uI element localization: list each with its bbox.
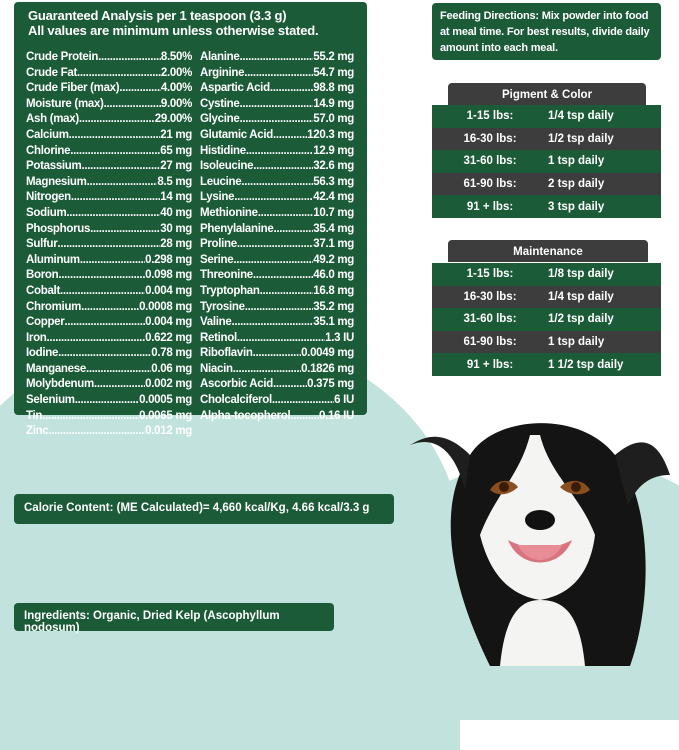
nutrient-name: Potassium	[26, 160, 82, 173]
analysis-column-right	[200, 50, 354, 424]
analysis-row	[26, 159, 192, 175]
nutrient-value: 32.6 mg	[313, 160, 354, 173]
leader-dots	[104, 97, 161, 113]
nutrient-value: 6 IU	[334, 394, 354, 407]
nutrient-name: Magnesium	[26, 175, 87, 188]
dose-row	[432, 150, 661, 173]
nutrient-name: Leucine	[200, 175, 242, 188]
leader-dots	[273, 222, 313, 238]
nutrient-value: 10.7 mg	[313, 206, 354, 219]
nutrient-value: 16.8 mg	[313, 284, 354, 297]
leader-dots	[79, 112, 155, 128]
nutrient-name: Chromium	[26, 300, 82, 313]
leader-dots	[86, 362, 151, 378]
nutrient-value: 0.004 mg	[145, 316, 192, 329]
analysis-row	[26, 237, 192, 253]
nutrient-value: 120.3 mg	[307, 128, 354, 141]
leader-dots	[234, 190, 313, 206]
analysis-title: Guaranteed Analysis per 1 teaspoon (3.3 g)	[28, 8, 287, 23]
dog-photo	[400, 395, 679, 666]
nutrient-value: 8.5 mg	[157, 175, 192, 188]
dose-amount: 1 tsp daily	[548, 336, 605, 349]
analysis-row	[26, 144, 192, 160]
nutrient-value: 9.00%	[160, 97, 192, 110]
dose-row	[432, 128, 661, 151]
analysis-row	[200, 66, 354, 82]
leader-dots	[237, 331, 325, 347]
analysis-row	[200, 97, 354, 113]
nutrient-value: 14 mg	[160, 191, 192, 204]
nutrient-value: 0.16 IU	[319, 409, 354, 422]
analysis-row	[26, 66, 192, 82]
dose-row	[432, 353, 661, 376]
dose-amount: 1/2 tsp daily	[548, 313, 614, 326]
nutrient-value: 65 mg	[160, 144, 192, 157]
leader-dots	[58, 268, 145, 284]
analysis-row	[200, 128, 354, 144]
feeding-directions-text: Feeding Directions: Mix powder into food at meal time. For best results, divide daily amount into each meal.	[440, 10, 650, 54]
analysis-row	[26, 128, 192, 144]
dose-row	[432, 331, 661, 354]
leader-dots	[273, 128, 307, 144]
nutrient-value: 0.06 mg	[151, 362, 192, 375]
nutrient-value: 28 mg	[160, 238, 192, 251]
nutrient-value: 0.002 mg	[145, 378, 192, 391]
analysis-row	[26, 190, 192, 206]
nutrient-name: Serine	[200, 253, 234, 266]
nutrient-name: Histidine	[200, 144, 246, 157]
nutrient-value: 0.622 mg	[145, 331, 192, 344]
analysis-row	[26, 112, 192, 128]
nutrient-value: 0.0005 mg	[139, 394, 192, 407]
leader-dots	[290, 409, 319, 425]
analysis-row	[26, 253, 192, 269]
nutrient-name: Riboflavin	[200, 347, 253, 360]
nutrient-value: 29.00%	[154, 113, 192, 126]
nutrient-name: Tyrosine	[200, 300, 245, 313]
nutrient-value: 8.50%	[160, 51, 192, 63]
nutrient-name: Sodium	[26, 206, 67, 219]
nutrient-name: Cobalt	[26, 284, 60, 297]
dose-row	[432, 195, 661, 218]
nutrient-name: Phenylalanine	[200, 222, 274, 235]
nutrient-value: 2.00%	[160, 66, 192, 79]
analysis-row	[26, 81, 192, 97]
nutrient-name: Sulfur	[26, 238, 58, 251]
leader-dots	[273, 377, 307, 393]
nutrient-name: Crude Protein	[26, 51, 99, 63]
analysis-row	[26, 284, 192, 300]
weight-range: 31-60 lbs:	[463, 313, 517, 326]
analysis-row	[26, 268, 192, 284]
nutrient-name: Moisture (max)	[26, 97, 104, 110]
nutrient-name: Glycine	[200, 113, 240, 126]
analysis-row	[200, 409, 354, 425]
analysis-row	[26, 377, 192, 393]
nutrient-value: 35.2 mg	[313, 300, 354, 313]
maintenance-table	[432, 263, 661, 376]
leader-dots	[48, 424, 145, 440]
leader-dots	[253, 268, 313, 284]
nutrient-name: Valine	[200, 316, 232, 329]
leader-dots	[231, 315, 313, 331]
nutrient-name: Alanine	[200, 51, 240, 63]
analysis-row	[26, 393, 192, 409]
weight-range: 61-90 lbs:	[463, 336, 517, 349]
analysis-row	[26, 300, 192, 316]
dose-amount: 1/4 tsp daily	[548, 290, 614, 303]
nutrient-name: Manganese	[26, 362, 86, 375]
analysis-row	[26, 315, 192, 331]
leader-dots	[77, 66, 161, 82]
leader-dots	[119, 81, 161, 97]
dose-row	[432, 263, 661, 286]
nutrient-value: 98.8 mg	[313, 82, 354, 95]
analysis-header	[28, 8, 318, 38]
nutrient-name: Copper	[26, 316, 65, 329]
ingredients-panel	[14, 603, 334, 634]
nutrient-value: 0.298 mg	[145, 253, 192, 266]
nutrient-value: 0.1826 mg	[301, 362, 354, 375]
leader-dots	[71, 190, 160, 206]
leader-dots	[64, 315, 145, 331]
analysis-row	[26, 346, 192, 362]
nutrient-value: 46.0 mg	[313, 269, 354, 282]
weight-range: 91 + lbs:	[466, 358, 514, 371]
weight-range: 16-30 lbs:	[463, 290, 517, 303]
analysis-row	[200, 144, 354, 160]
nutrient-name: Glutamic Acid	[200, 128, 273, 141]
analysis-row	[200, 175, 354, 191]
nutrient-name: Boron	[26, 269, 59, 282]
leader-dots	[233, 253, 313, 269]
nutrient-name: Threonine	[200, 269, 253, 282]
leader-dots	[241, 175, 313, 191]
leader-dots	[47, 331, 146, 347]
dose-row	[432, 105, 661, 128]
analysis-row	[200, 112, 354, 128]
nutrient-value: 21 mg	[160, 128, 192, 141]
nutrient-name: Ash (max)	[26, 113, 79, 126]
analysis-row	[26, 424, 192, 440]
analysis-column-left	[26, 50, 192, 440]
calorie-content-text: Calorie Content: (ME Calculated)= 4,660 kcal/Kg, 4.66 kcal/3.3 g	[24, 502, 370, 514]
nutrient-value: 56.3 mg	[313, 175, 354, 188]
feeding-directions-panel	[432, 3, 661, 60]
nutrient-name: Nitrogen	[26, 191, 71, 204]
leader-dots	[239, 50, 313, 66]
nutrient-value: 14.9 mg	[313, 97, 354, 110]
dose-amount: 1/8 tsp daily	[548, 268, 614, 281]
analysis-row	[200, 393, 354, 409]
analysis-subtitle: All values are minimum unless otherwise stated.	[28, 23, 319, 38]
leader-dots	[57, 237, 160, 253]
nutrient-name: Iron	[26, 331, 47, 344]
analysis-row	[200, 253, 354, 269]
nutrient-value: 42.4 mg	[313, 191, 354, 204]
nutrient-name: Lysine	[200, 191, 235, 204]
nutrient-value: 0.0049 mg	[301, 347, 354, 360]
dose-amount: 1 tsp daily	[548, 155, 605, 168]
leader-dots	[87, 175, 158, 191]
dose-row	[432, 286, 661, 309]
nutrient-name: Selenium	[26, 394, 75, 407]
weight-range: 1-15 lbs:	[466, 268, 514, 281]
analysis-row	[200, 237, 354, 253]
leader-dots	[66, 206, 160, 222]
analysis-row	[26, 206, 192, 222]
analysis-row	[200, 268, 354, 284]
leader-dots	[81, 300, 139, 316]
nutrient-name: Tin	[26, 409, 43, 422]
nutrient-value: 35.4 mg	[313, 222, 354, 235]
leader-dots	[244, 66, 313, 82]
nutrient-value: 55.2 mg	[313, 51, 354, 63]
maintenance-title: Maintenance	[448, 240, 648, 262]
leader-dots	[69, 128, 161, 144]
analysis-row	[200, 159, 354, 175]
nutrient-value: 12.9 mg	[313, 144, 354, 157]
leader-dots	[70, 144, 160, 160]
leader-dots	[237, 237, 313, 253]
analysis-row	[200, 50, 354, 66]
analysis-row	[200, 222, 354, 238]
nutrient-value: 0.0065 mg	[139, 409, 192, 422]
leader-dots	[245, 300, 314, 316]
analysis-row	[200, 346, 354, 362]
analysis-row	[26, 222, 192, 238]
calorie-content-panel	[14, 494, 394, 524]
nutrient-name: Aluminum	[26, 253, 80, 266]
nutrient-name: Crude Fiber (max)	[26, 82, 120, 95]
nutrient-value: 35.1 mg	[313, 316, 354, 329]
nutrient-name: Crude Fat	[26, 66, 77, 79]
nutrient-name: Tryptophan	[200, 284, 260, 297]
analysis-row	[200, 377, 354, 393]
nutrient-value: 37.1 mg	[313, 238, 354, 251]
nutrient-value: 0.004 mg	[145, 284, 192, 297]
nutrient-name: Iodine	[26, 347, 59, 360]
leader-dots	[42, 409, 139, 425]
nutrient-name: Chlorine	[26, 144, 71, 157]
dose-amount: 2 tsp daily	[548, 178, 605, 191]
leader-dots	[239, 112, 313, 128]
analysis-row	[200, 81, 354, 97]
analysis-row	[26, 175, 192, 191]
nutrient-value: 4.00%	[160, 82, 192, 95]
leader-dots	[75, 393, 139, 409]
nutrient-value: 54.7 mg	[313, 66, 354, 79]
nutrient-value: 0.375 mg	[307, 378, 354, 391]
analysis-row	[26, 362, 192, 378]
nutrient-value: 0.098 mg	[145, 269, 192, 282]
dose-row	[432, 173, 661, 196]
analysis-row	[200, 206, 354, 222]
leader-dots	[260, 284, 314, 300]
dose-amount: 1 1/2 tsp daily	[548, 358, 624, 371]
nutrient-name: Arginine	[200, 66, 245, 79]
nutrient-value: 0.78 mg	[151, 347, 192, 360]
leader-dots	[253, 346, 301, 362]
nutrient-value: 49.2 mg	[313, 253, 354, 266]
analysis-row	[200, 284, 354, 300]
analysis-row	[200, 315, 354, 331]
nutrient-name: Aspartic Acid	[200, 82, 270, 95]
weight-range: 61-90 lbs:	[463, 178, 517, 191]
weight-range: 16-30 lbs:	[463, 132, 517, 145]
nutrient-name: Isoleucine	[200, 160, 254, 173]
leader-dots	[58, 346, 151, 362]
weight-range: 1-15 lbs:	[466, 110, 514, 123]
guaranteed-analysis-panel	[14, 2, 367, 438]
leader-dots	[90, 222, 160, 238]
analysis-row	[26, 409, 192, 425]
nutrient-value: 1.3 IU	[325, 331, 354, 344]
leader-dots	[233, 362, 301, 378]
weight-range: 91 + lbs:	[466, 200, 514, 213]
pigment-color-title: Pigment & Color	[448, 83, 646, 105]
nutrient-name: Alpha-tocopherol	[200, 409, 291, 422]
leader-dots	[81, 159, 160, 175]
nutrient-value: 40 mg	[160, 206, 192, 219]
analysis-row	[26, 331, 192, 347]
dose-amount: 3 tsp daily	[548, 200, 605, 213]
nutrient-value: 0.012 mg	[145, 425, 192, 438]
leader-dots	[270, 81, 313, 97]
leader-dots	[272, 393, 334, 409]
leader-dots	[80, 253, 145, 269]
dose-row	[432, 308, 661, 331]
leader-dots	[239, 97, 313, 113]
analysis-row	[26, 97, 192, 113]
nutrient-name: Proline	[200, 238, 237, 251]
leader-dots	[98, 50, 161, 66]
analysis-row	[200, 331, 354, 347]
nutrient-name: Retinol	[200, 331, 237, 344]
nutrient-name: Calcium	[26, 128, 69, 141]
nutrient-name: Cholcalciferol	[200, 394, 272, 407]
dose-amount: 1/2 tsp daily	[548, 132, 614, 145]
pigment-color-table	[432, 105, 661, 218]
leader-dots	[60, 284, 145, 300]
nutrient-value: 0.0008 mg	[139, 300, 192, 313]
nutrient-name: Ascorbic Acid	[200, 378, 274, 391]
nutrient-value: 27 mg	[160, 160, 192, 173]
nutrient-name: Phosphorus	[26, 222, 91, 235]
nutrient-name: Zinc	[26, 425, 49, 438]
nutrient-value: 30 mg	[160, 222, 192, 235]
nutrient-name: Niacin	[200, 362, 233, 375]
ingredients-text: Ingredients: Organic, Dried Kelp (Ascophyllum nodosum)	[24, 610, 280, 634]
leader-dots	[253, 159, 313, 175]
nutrient-value: 57.0 mg	[313, 113, 354, 126]
analysis-row	[200, 300, 354, 316]
nutrient-name: Molybdenum	[26, 378, 94, 391]
nutrient-name: Methionine	[200, 206, 258, 219]
analysis-row	[200, 190, 354, 206]
leader-dots	[258, 206, 314, 222]
analysis-row	[26, 50, 192, 66]
weight-range: 31-60 lbs:	[463, 155, 517, 168]
leader-dots	[94, 377, 145, 393]
analysis-row	[200, 362, 354, 378]
nutrient-name: Cystine	[200, 97, 240, 110]
leader-dots	[246, 144, 313, 160]
dose-amount: 1/4 tsp daily	[548, 110, 614, 123]
